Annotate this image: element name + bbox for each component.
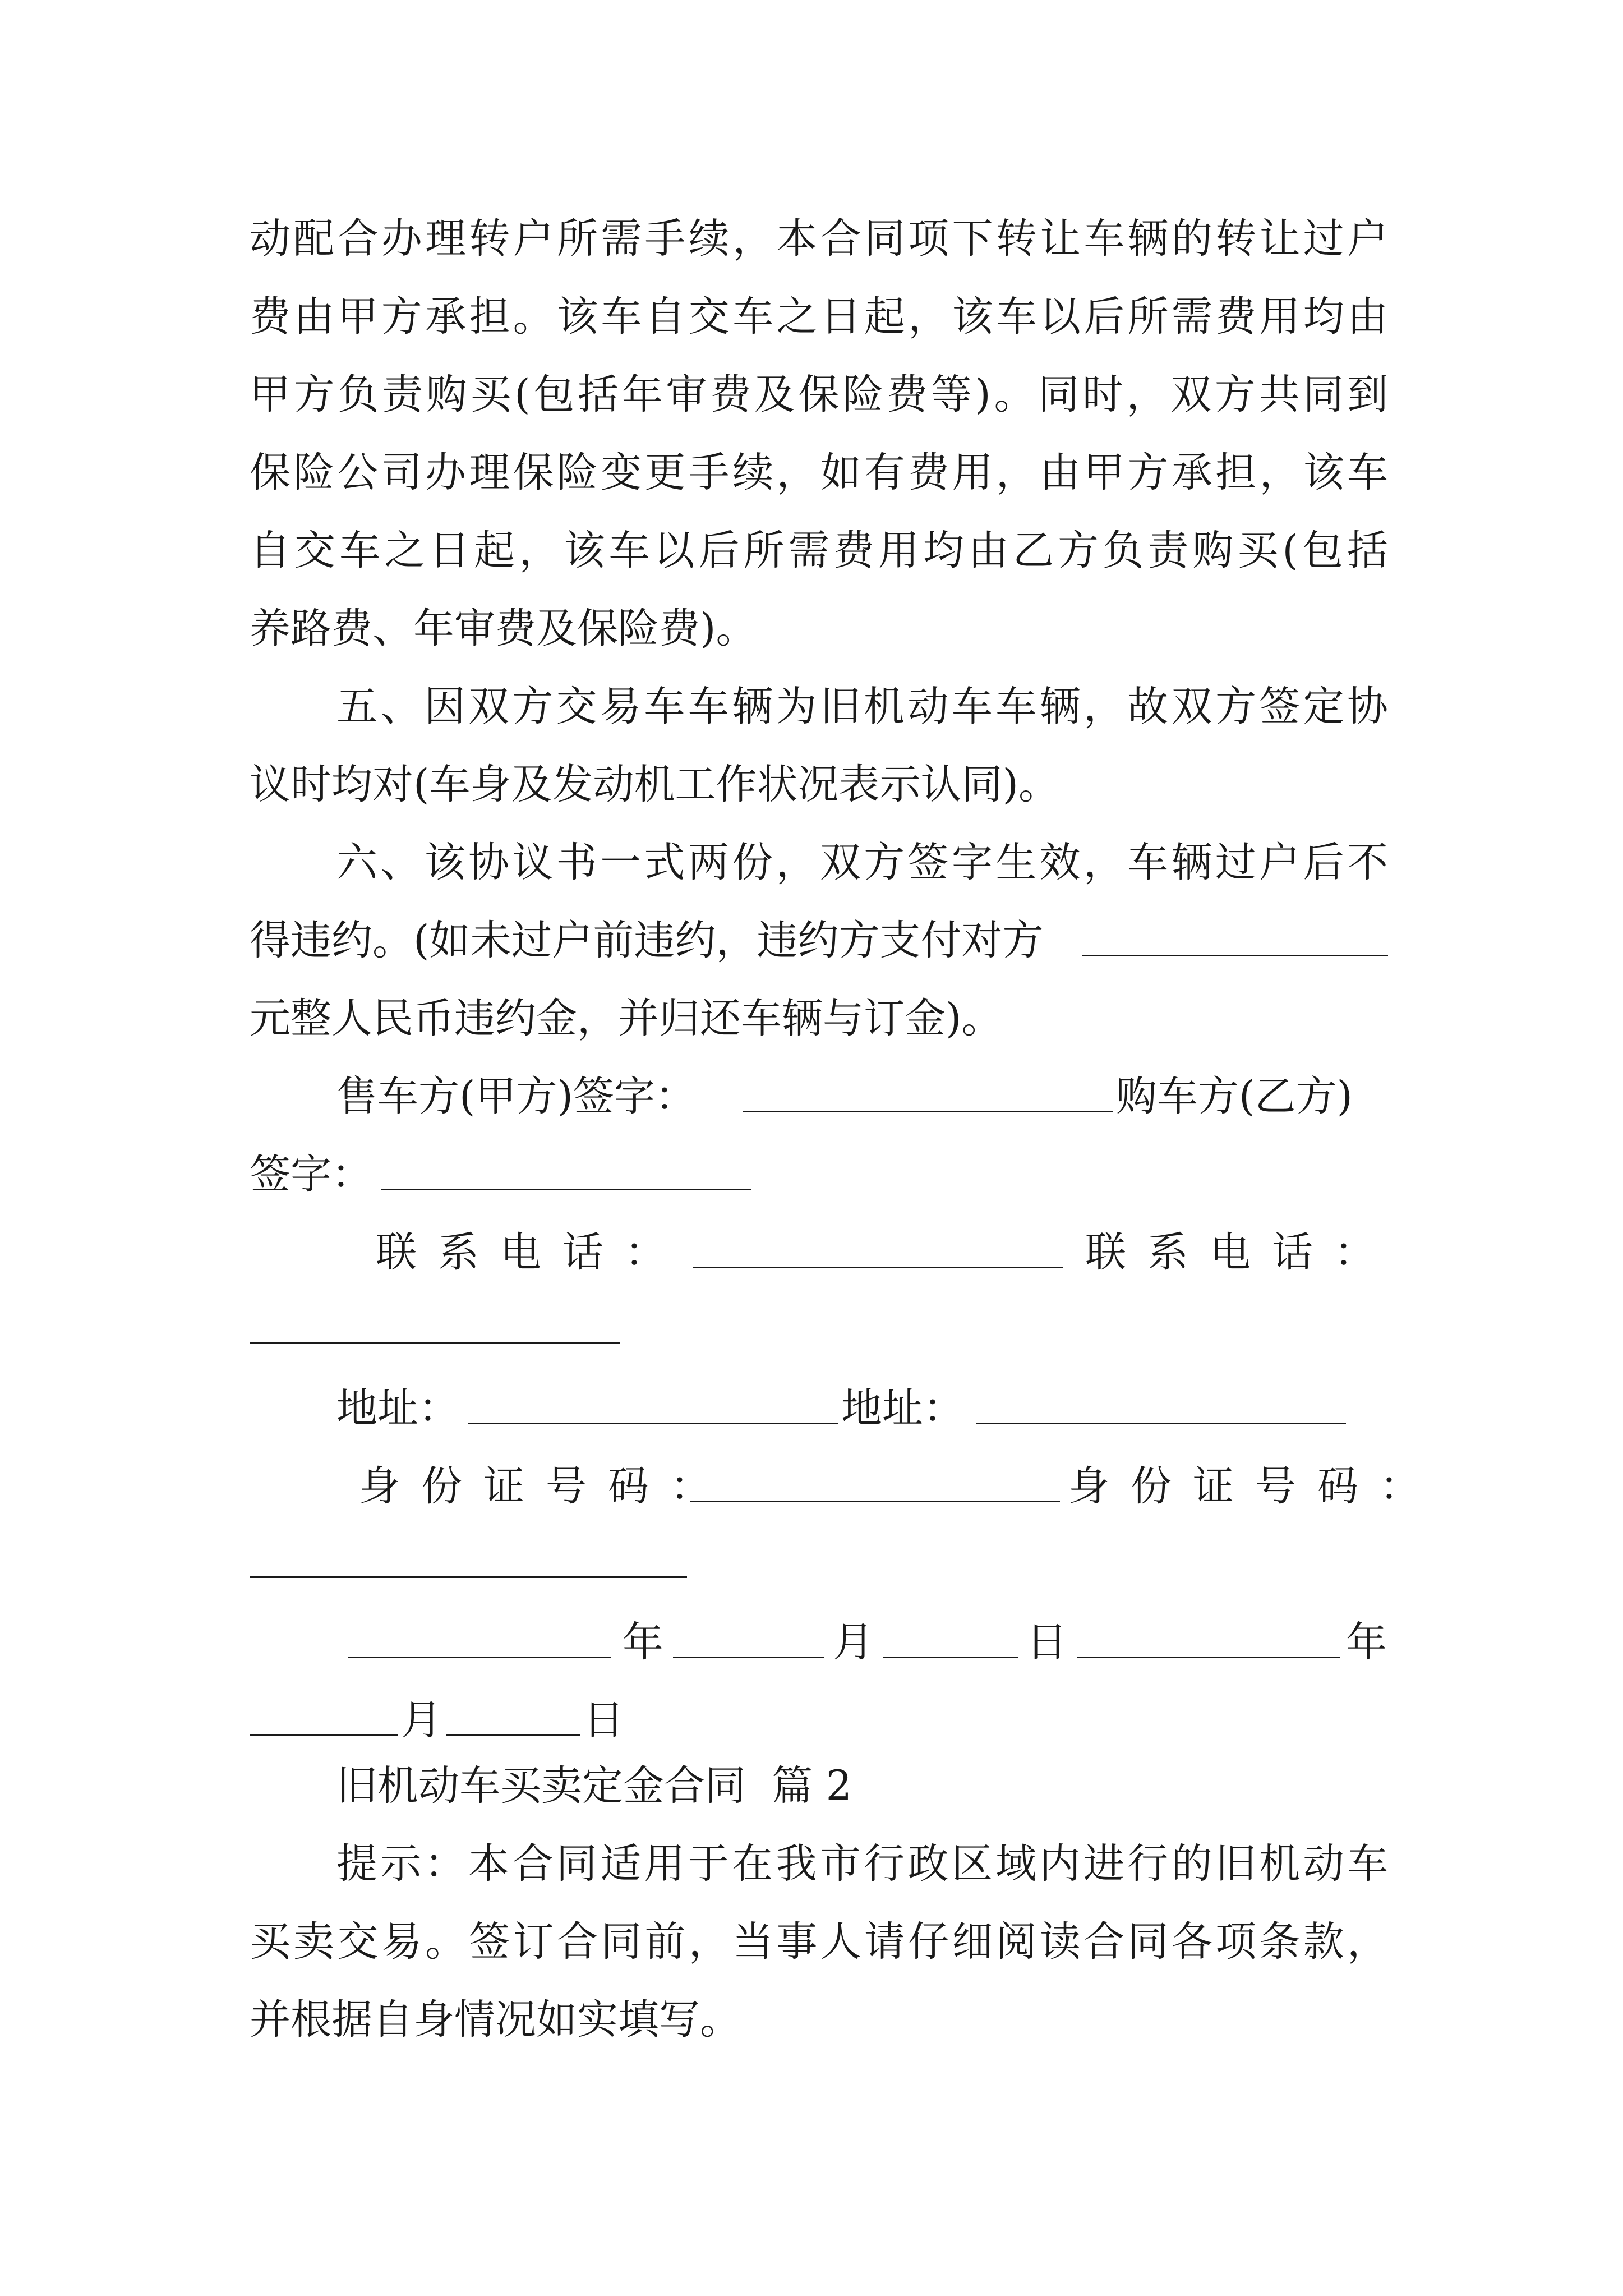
seller-id-label: 身份证号码：	[359, 1462, 732, 1510]
seller-date-month: 月	[833, 1618, 874, 1666]
buyer-signature-label: 购车方(乙方)	[1116, 1073, 1353, 1120]
notice-line: 提示：本合同适用于在我市行政区域内进行的旧机动车	[336, 1840, 1388, 1888]
seller-id-blank	[690, 1501, 1060, 1502]
buyer-id-blank	[250, 1576, 687, 1578]
seller-address-blank	[468, 1423, 838, 1424]
buyer-phone-label: 联系电话：	[1085, 1228, 1396, 1276]
seller-date-day: 日	[1026, 1618, 1067, 1666]
buyer-id-label: 身份证号码：	[1068, 1462, 1442, 1510]
seller-date-year: 年	[623, 1618, 663, 1666]
buyer-address-blank	[976, 1423, 1346, 1424]
notice-line: 买卖交易。签订合同前，当事人请仔细阅读合同各项条款，	[250, 1918, 1388, 1966]
seller-date-day-blank	[883, 1657, 1018, 1658]
seller-phone-blank	[693, 1267, 1063, 1268]
buyer-date-month-blank	[250, 1734, 398, 1736]
paragraph-line: 元整人民币违约金，并归还车辆与订金)。	[250, 995, 1003, 1042]
seller-phone-label: 联系电话：	[376, 1228, 687, 1276]
buyer-date-month: 月	[401, 1696, 442, 1744]
buyer-date-year-blank	[1077, 1657, 1340, 1658]
buyer-date-day-blank	[446, 1734, 580, 1736]
notice-line: 并根据自身情况如实填写。	[250, 1996, 741, 2044]
seller-date-month-blank	[673, 1657, 824, 1658]
seller-signature-blank	[743, 1111, 1113, 1112]
paragraph-line: 养路费、年审费及保险费)。	[250, 605, 757, 652]
buyer-phone-blank	[250, 1342, 620, 1344]
seller-address-label: 地址：	[336, 1384, 459, 1432]
seller-signature-label: 售车方(甲方)签字：	[336, 1073, 696, 1120]
paragraph-line: 六、该协议书一式两份，双方签字生效，车辆过户后不	[336, 839, 1388, 886]
seller-date-year-blank	[348, 1657, 611, 1658]
paragraph-line: 动配合办理转户所需手续，本合同项下转让车辆的转让过户	[250, 215, 1388, 263]
penalty-amount-blank	[1082, 955, 1388, 956]
buyer-date-day: 日	[583, 1696, 624, 1744]
paragraph-line: 五、因双方交易车车辆为旧机动车车辆，故双方签定协	[336, 683, 1388, 730]
buyer-address-label: 地址：	[841, 1384, 964, 1432]
paragraph-line: 甲方负责购买(包括年审费及保险费等)。同时，双方共同到	[250, 371, 1388, 418]
paragraph-line: 自交车之日起，该车以后所需费用均由乙方负责购买(包括	[250, 527, 1388, 574]
buyer-date-year: 年	[1346, 1618, 1387, 1666]
buyer-signature-blank	[381, 1189, 751, 1190]
paragraph-line: 得违约。(如未过户前违约，违约方支付对方	[250, 917, 1044, 964]
section-heading: 旧机动车买卖定金合同 篇 2	[336, 1762, 852, 1810]
buyer-signature-label-cont: 签字：	[250, 1151, 372, 1198]
paragraph-line: 议时均对(车身及发动机工作状况表示认同)。	[250, 761, 1059, 808]
paragraph-line: 费由甲方承担。该车自交车之日起，该车以后所需费用均由	[250, 293, 1388, 341]
paragraph-line: 保险公司办理保险变更手续，如有费用，由甲方承担，该车	[250, 449, 1388, 496]
